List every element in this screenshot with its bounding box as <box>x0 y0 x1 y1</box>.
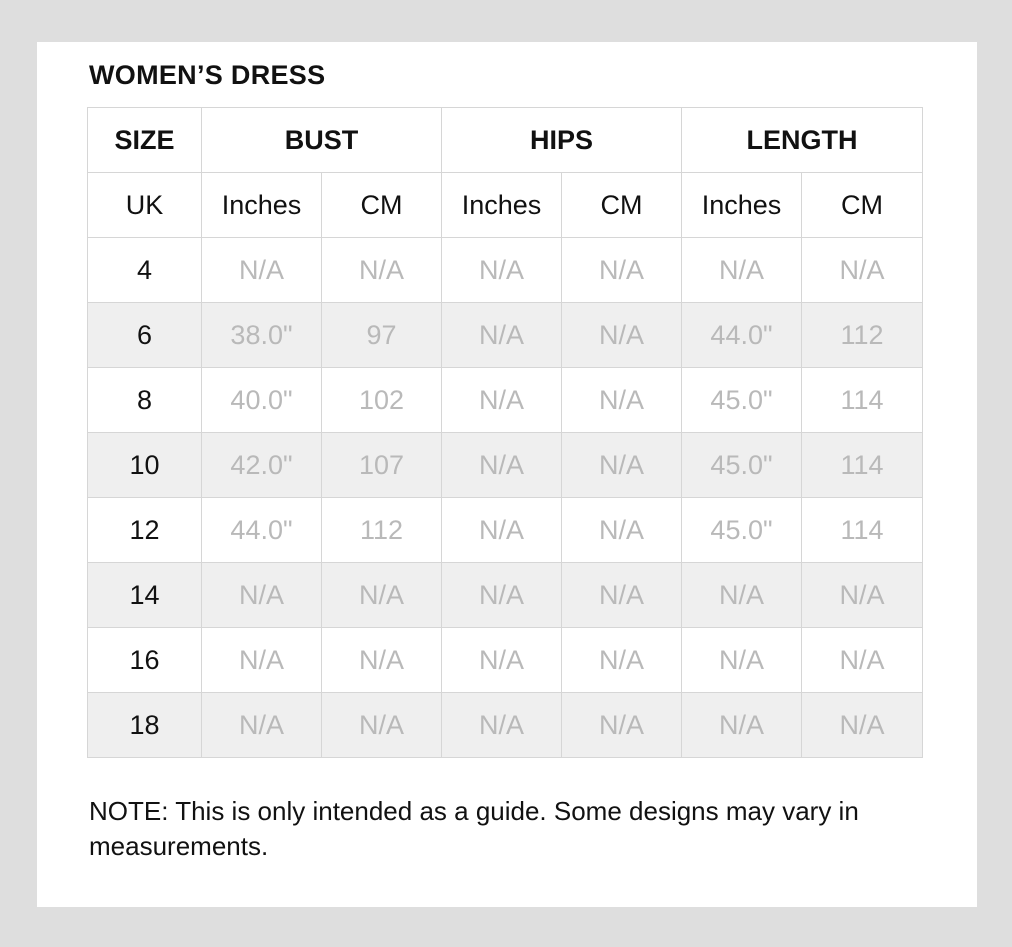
length-inches-cell: 44.0" <box>682 303 802 368</box>
bust-cm-cell: N/A <box>322 563 442 628</box>
hips-inches-cell: N/A <box>442 563 562 628</box>
hips-cm-cell: N/A <box>562 628 682 693</box>
table-row <box>88 498 923 563</box>
length-inches-cell: N/A <box>682 563 802 628</box>
hips-inches-cell: N/A <box>442 368 562 433</box>
hips-inches-cell: N/A <box>442 628 562 693</box>
table-subheader-row <box>88 173 923 238</box>
header-length: LENGTH <box>682 108 923 173</box>
hips-cm-cell: N/A <box>562 303 682 368</box>
bust-cm-cell: 97 <box>322 303 442 368</box>
bust-inches-cell: N/A <box>202 628 322 693</box>
header-size: SIZE <box>88 108 202 173</box>
length-inches-cell: 45.0" <box>682 368 802 433</box>
table-row <box>88 693 923 758</box>
size-cell: 14 <box>88 563 202 628</box>
subheader-hips-cm: CM <box>562 173 682 238</box>
length-cm-cell: N/A <box>802 693 923 758</box>
length-inches-cell: N/A <box>682 238 802 303</box>
hips-cm-cell: N/A <box>562 238 682 303</box>
table-row <box>88 238 923 303</box>
size-chart-table <box>87 107 923 758</box>
table-row <box>88 368 923 433</box>
length-cm-cell: 114 <box>802 368 923 433</box>
size-cell: 18 <box>88 693 202 758</box>
table-row <box>88 303 923 368</box>
table-row <box>88 433 923 498</box>
size-cell: 6 <box>88 303 202 368</box>
bust-inches-cell: N/A <box>202 238 322 303</box>
length-cm-cell: 112 <box>802 303 923 368</box>
table-header-row <box>88 108 923 173</box>
hips-inches-cell: N/A <box>442 238 562 303</box>
bust-inches-cell: 40.0" <box>202 368 322 433</box>
length-cm-cell: N/A <box>802 238 923 303</box>
size-guide-card <box>37 42 977 907</box>
length-inches-cell: N/A <box>682 628 802 693</box>
bust-cm-cell: 107 <box>322 433 442 498</box>
length-inches-cell: N/A <box>682 693 802 758</box>
bust-inches-cell: 42.0" <box>202 433 322 498</box>
size-cell: 10 <box>88 433 202 498</box>
table-row <box>88 628 923 693</box>
subheader-length-inches: Inches <box>682 173 802 238</box>
subheader-uk: UK <box>88 173 202 238</box>
bust-inches-cell: 44.0" <box>202 498 322 563</box>
size-cell: 4 <box>88 238 202 303</box>
page-title: WOMEN’S DRESS <box>89 60 326 90</box>
length-inches-cell: 45.0" <box>682 498 802 563</box>
length-cm-cell: N/A <box>802 563 923 628</box>
hips-inches-cell: N/A <box>442 303 562 368</box>
hips-cm-cell: N/A <box>562 693 682 758</box>
size-cell: 12 <box>88 498 202 563</box>
hips-inches-cell: N/A <box>442 498 562 563</box>
bust-cm-cell: 102 <box>322 368 442 433</box>
header-bust: BUST <box>202 108 442 173</box>
hips-inches-cell: N/A <box>442 693 562 758</box>
subheader-bust-inches: Inches <box>202 173 322 238</box>
bust-cm-cell: N/A <box>322 693 442 758</box>
hips-inches-cell: N/A <box>442 433 562 498</box>
hips-cm-cell: N/A <box>562 498 682 563</box>
bust-inches-cell: N/A <box>202 563 322 628</box>
hips-cm-cell: N/A <box>562 563 682 628</box>
header-hips: HIPS <box>442 108 682 173</box>
bust-inches-cell: 38.0" <box>202 303 322 368</box>
size-cell: 8 <box>88 368 202 433</box>
bust-inches-cell: N/A <box>202 693 322 758</box>
length-inches-cell: 45.0" <box>682 433 802 498</box>
subheader-bust-cm: CM <box>322 173 442 238</box>
length-cm-cell: N/A <box>802 628 923 693</box>
length-cm-cell: 114 <box>802 498 923 563</box>
bust-cm-cell: N/A <box>322 238 442 303</box>
length-cm-cell: 114 <box>802 433 923 498</box>
bust-cm-cell: N/A <box>322 628 442 693</box>
subheader-hips-inches: Inches <box>442 173 562 238</box>
hips-cm-cell: N/A <box>562 368 682 433</box>
guide-note: NOTE: This is only intended as a guide. Some designs may vary in measurements. <box>89 796 859 861</box>
table-row <box>88 563 923 628</box>
hips-cm-cell: N/A <box>562 433 682 498</box>
subheader-length-cm: CM <box>802 173 923 238</box>
bust-cm-cell: 112 <box>322 498 442 563</box>
size-cell: 16 <box>88 628 202 693</box>
